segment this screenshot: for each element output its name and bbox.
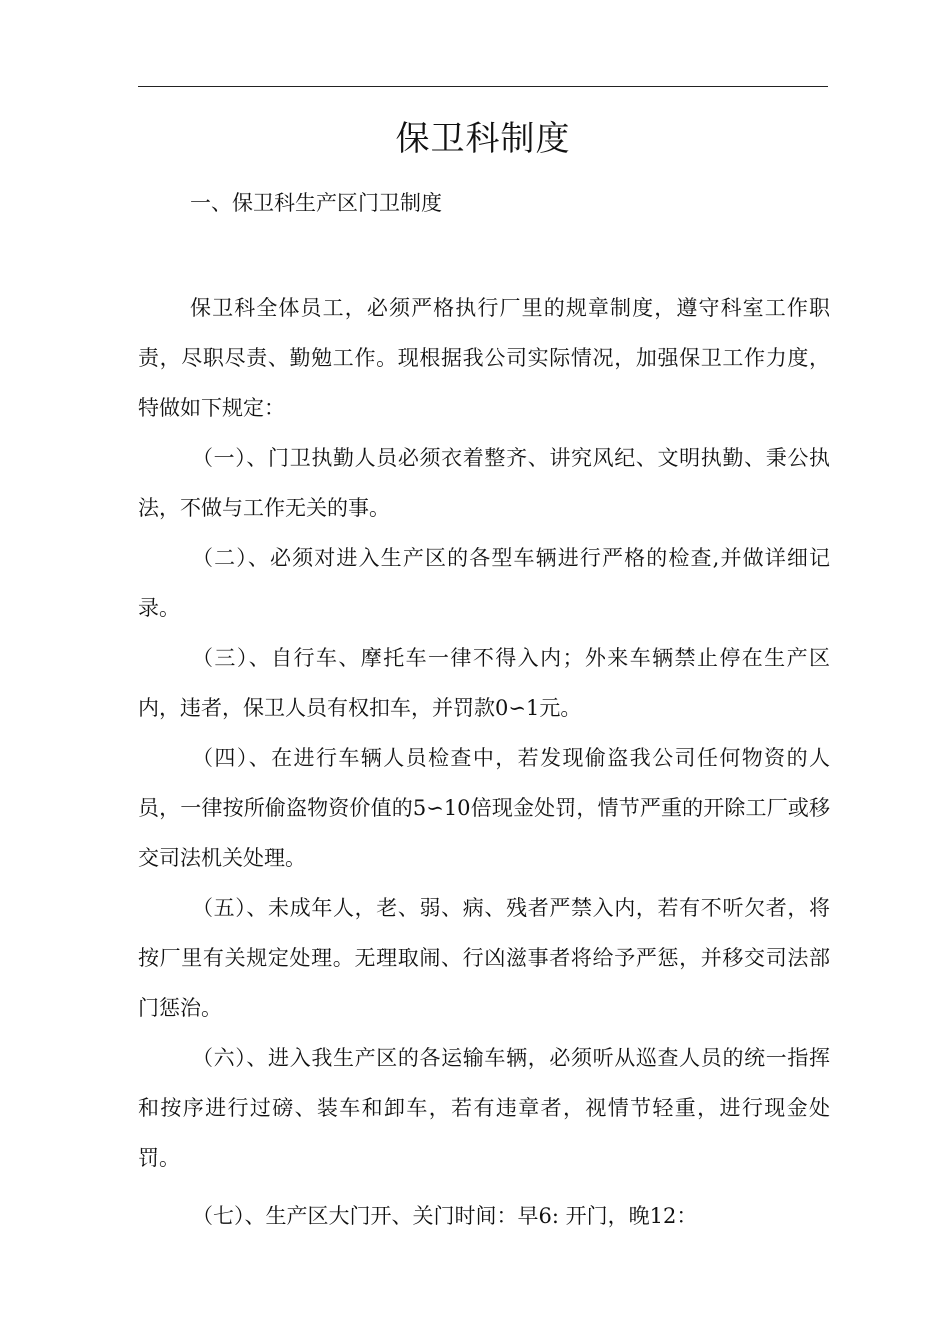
rule-item-4: （四）、在进行车辆人员检查中，若发现偷盗我公司任何物资的人员，一律按所偷盗物资价值的5∽10倍现金处罚，情节严重的开除工厂或移交司法机关处理。 xyxy=(138,746,830,870)
document-body xyxy=(138,283,830,1241)
rule-item-3: （三）、自行车、摩托车一律不得入内；外来车辆禁止停在生产区内，违者，保卫人员有权扣车，并罚款0∽1元。 xyxy=(138,646,830,720)
header-rule xyxy=(138,86,828,87)
rule-item-2: （二）、必须对进入生产区的各型车辆进行严格的检查,并做详细记录。 xyxy=(138,546,830,620)
rule-item-6: （六）、进入我生产区的各运输车辆，必须听从巡查人员的统一指挥和按序进行过磅、装车和卸车，若有违章者，视情节轻重，进行现金处罚。 xyxy=(138,1046,830,1170)
document-title: 保卫科制度 xyxy=(395,119,571,159)
rule-item-7: （七）、生产区大门开、关门时间：早6: 开门，晚12： xyxy=(192,1204,698,1228)
rule-item-5: （五）、未成年人，老、弱、病、残者严禁入内，若有不听欠者，将按厂里有关规定处理。无理取闹、行凶滋事者将给予严惩，并移交司法部门惩治。 xyxy=(138,896,830,1020)
intro-paragraph: 保卫科全体员工，必须严格执行厂里的规章制度，遵守科室工作职责，尽职尽责、勤勉工作。现根据我公司实际情况，加强保卫工作力度，特做如下规定： xyxy=(138,296,830,420)
rule-item-1: （一）、门卫执勤人员必须衣着整齐、讲究风纪、文明执勤、秉公执法，不做与工作无关的事。 xyxy=(138,446,830,520)
section-heading: 一、保卫科生产区门卫制度 xyxy=(190,191,442,215)
